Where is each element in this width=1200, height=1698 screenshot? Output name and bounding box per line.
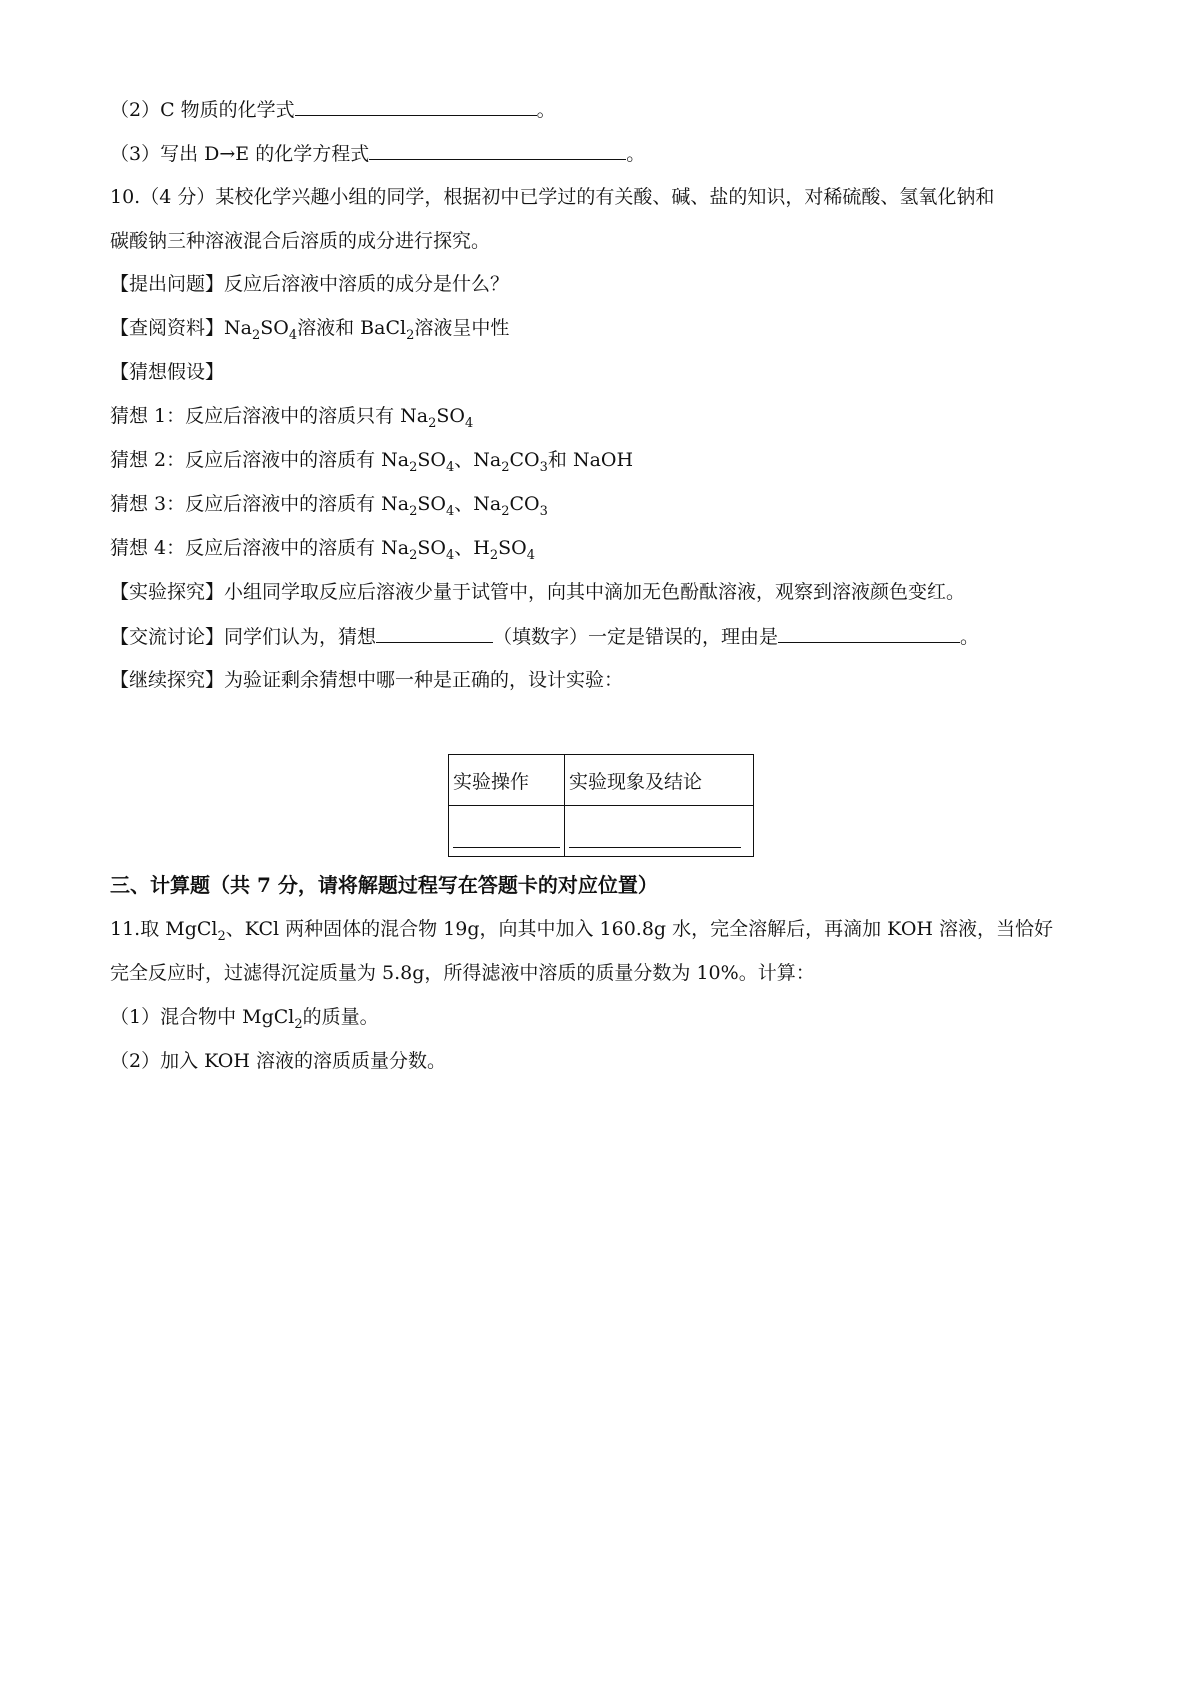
q10-intro-line1: 10.（4 分）某校化学兴趣小组的同学，根据初中已学过的有关酸、碱、盐的知识，对稀硫酸、氢氧化钠和 xyxy=(110,186,995,208)
answer-blank[interactable] xyxy=(376,624,493,643)
experiment-table xyxy=(448,754,754,857)
q10-continue: 【继续探究】为验证剩余猜想中哪一种是正确的，设计实验： xyxy=(110,669,624,691)
answer-blank[interactable] xyxy=(453,829,560,848)
q11-line2: 完全反应时，过滤得沉淀质量为 5.8g，所得滤液中溶质的质量分数为 10%。计算： xyxy=(110,962,815,984)
answer-blank[interactable] xyxy=(569,829,741,848)
q10-question: 【提出问题】反应后溶液中溶质的成分是什么？ xyxy=(110,273,510,295)
table-row xyxy=(449,806,754,857)
table-row xyxy=(449,755,754,806)
table-header-result: 实验现象及结论 xyxy=(565,755,754,806)
guess-1: 猜想 1：反应后溶液中的溶质只有 $Na_2SO_4$ xyxy=(110,405,474,431)
table-cell-blank[interactable] xyxy=(449,806,565,857)
answer-blank[interactable] xyxy=(778,624,960,643)
q10-info: 【查阅资料】$Na_2SO_4$溶液和 BaCl$_2$溶液呈中性 xyxy=(110,317,510,343)
q11-line1: 11.取 MgCl$_2$、KCl 两种固体的混合物 19g，向其中加入 160.8g 水，完全溶解后，再滴加 KOH 溶液，当恰好 xyxy=(110,918,1054,944)
answer-blank[interactable] xyxy=(369,141,626,160)
table-cell-blank[interactable] xyxy=(565,806,754,857)
guess-2: 猜想 2：反应后溶液中的溶质有 $Na_2SO_4$、$Na_2CO_3$和 NaOH xyxy=(110,449,634,475)
q9-part2: （2）C 物质的化学式 。 xyxy=(110,99,556,121)
section-3-title: 三、计算题（共 7 分，请将解题过程写在答题卡的对应位置） xyxy=(110,873,658,897)
answer-blank[interactable] xyxy=(295,97,537,116)
q11-part2: （2）加入 KOH 溶液的溶质质量分数。 xyxy=(110,1050,446,1072)
q10-discussion: 【交流讨论】同学们认为，猜想 （填数字）一定是错误的，理由是 。 xyxy=(110,626,980,648)
guess-3: 猜想 3：反应后溶液中的溶质有 $Na_2SO_4$、$Na_2CO_3$ xyxy=(110,493,548,519)
q10-intro-line2: 碳酸钠三种溶液混合后溶质的成分进行探究。 xyxy=(110,230,491,252)
guess-4: 猜想 4：反应后溶液中的溶质有 $Na_2SO_4$、$H_2SO_4$ xyxy=(110,537,536,563)
q10-hypothesis-label: 【猜想假设】 xyxy=(110,361,225,383)
q9-part3: （3）写出 D→E 的化学方程式 。 xyxy=(110,143,646,165)
q11-part1: （1）混合物中 MgCl$_2$的质量。 xyxy=(110,1006,379,1032)
table-header-operation: 实验操作 xyxy=(449,755,565,806)
q10-experiment: 【实验探究】小组同学取反应后溶液少量于试管中，向其中滴加无色酚酞溶液，观察到溶液颜色变红。 xyxy=(110,581,966,603)
